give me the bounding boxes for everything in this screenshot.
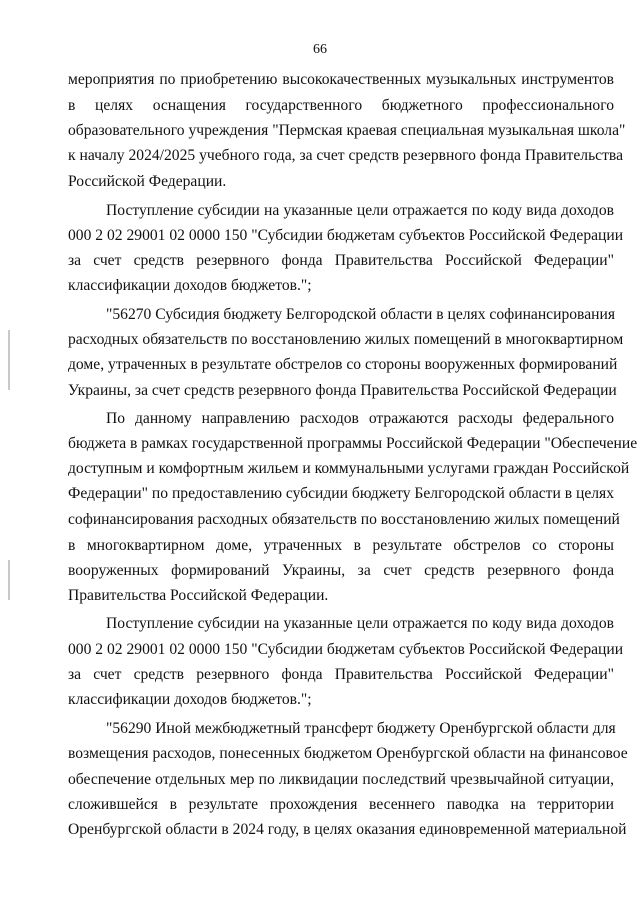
- text-line: образовательного учреждения "Пермская краевая специальная музыкальная школа": [68, 122, 626, 139]
- text-line: "56290 Иной межбюджетный трансферт бюджету Оренбургской области для: [106, 720, 616, 737]
- text-line: По данному направлению расходов отражаются расходы федерального: [106, 410, 614, 427]
- text-line: за счет средств резервного фонда Правительства Российской Федерации": [68, 666, 614, 683]
- text-line: "56270 Субсидия бюджету Белгородской области в целях софинансирования: [106, 306, 615, 323]
- text-line: сложившейся в результате прохождения весеннего паводка на территории: [68, 796, 614, 813]
- text-line: Поступление субсидии на указанные цели отражается по коду вида доходов: [106, 202, 614, 219]
- scan-edge-mark: [8, 560, 10, 600]
- text-line: 000 2 02 29001 02 0000 150 "Субсидии бюджетам субъектов Российской Федерации: [68, 227, 624, 244]
- text-line: вооруженных формирований Украины, за счет средств резервного фонда: [68, 562, 614, 579]
- text-line: софинансирования расходных обязательств по восстановлению жилых помещений: [68, 511, 620, 528]
- text-line: классификации доходов бюджетов.";: [68, 277, 312, 294]
- text-line: возмещения расходов, понесенных бюджетом Оренбургской области на финансовое: [68, 745, 628, 762]
- text-line: за счет средств резервного фонда Правительства Российской Федерации": [68, 252, 614, 269]
- text-line: Украины, за счет средств резервного фонда Правительства Российской Федерации: [68, 382, 617, 399]
- text-line: к началу 2024/2025 учебного года, за счет средств резервного фонда Правительства: [68, 147, 624, 164]
- text-line: мероприятия по приобретению высококачественных музыкальных инструментов: [68, 71, 614, 88]
- text-line: в многоквартирном доме, утраченных в результате обстрелов со стороны: [68, 537, 614, 554]
- text-line: Оренбургской области в 2024 году, в целях оказания единовременной материальной: [68, 821, 627, 838]
- text-line: Федерации" по предоставлению субсидии бюджету Белгородской области в целях: [68, 485, 615, 502]
- text-line: 000 2 02 29001 02 0000 150 "Субсидии бюджетам субъектов Российской Федерации: [68, 641, 624, 658]
- text-line: доме, утраченных в результате обстрелов со стороны вооруженных формирований: [68, 356, 618, 373]
- text-line: доступным и комфортным жильем и коммунальными услугами граждан Российской: [68, 460, 630, 477]
- text-line: в целях оснащения государственного бюджетного профессионального: [68, 97, 614, 114]
- page-number: 66: [313, 42, 327, 57]
- text-line: Поступление субсидии на указанные цели отражается по коду вида доходов: [106, 615, 614, 632]
- scan-edge-mark: [8, 330, 10, 390]
- text-line: Правительства Российской Федерации.: [68, 587, 329, 604]
- text-line: Российской Федерации.: [68, 173, 227, 190]
- text-line: расходных обязательств по восстановлению жилых помещений в многоквартирном: [68, 331, 624, 348]
- text-line: обеспечение отдельных мер по ликвидации последствий чрезвычайной ситуации,: [68, 771, 614, 788]
- text-line: классификации доходов бюджетов.";: [68, 691, 312, 708]
- text-line: бюджета в рамках государственной программы Российской Федерации "Обеспечение: [68, 435, 638, 452]
